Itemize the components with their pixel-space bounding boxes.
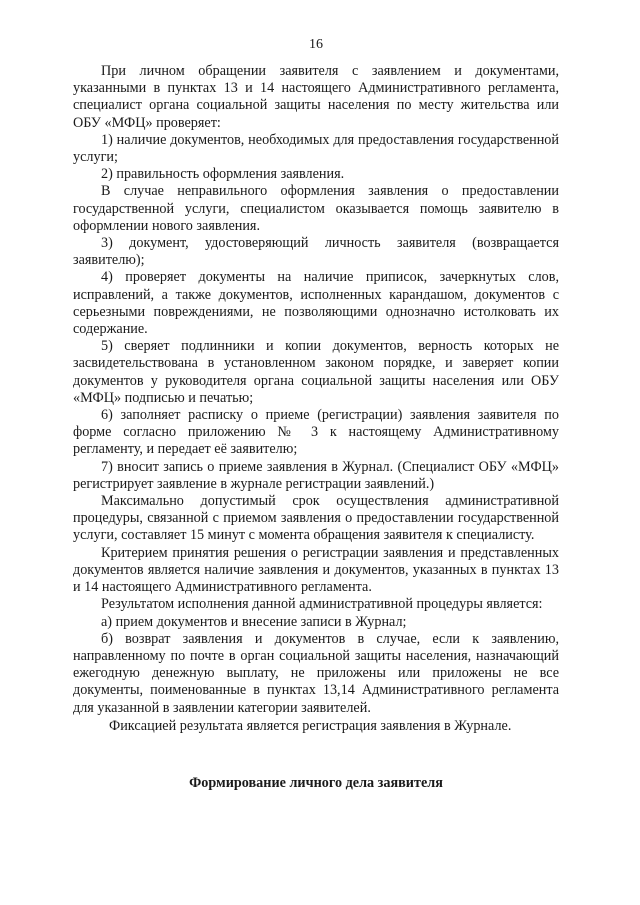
- paragraph-item-4: 4) проверяет документы на наличие приписок, зачеркнутых слов, исправлений, а также документов, исполненных карандашом, документов с серьезными повреждениями, не позволяющими однозначно истолковать их содержание.: [73, 269, 559, 338]
- paragraph-item-5: 5) сверяет подлинники и копии документов, верность которых не засвидетельствована в установленном законом порядке, и заверяет копии документов у руководителя органа социальной защиты населения или ОБУ «МФЦ» подписью и печатью;: [73, 338, 559, 406]
- section-heading: Формирование личного дела заявителя: [189, 774, 443, 791]
- paragraph-max-time: Максимально допустимый срок осуществления административной процедуры, связанной с приемом заявления о предоставлении государственной услуги, составляет 15 минут с момента обращения заявителя к специалисту.: [73, 493, 559, 544]
- paragraph-result-b: б) возврат заявления и документов в случае, если к заявлению, направленному по почте в орган социальной защиты населения, назначающий ежегодную денежную выплату, не приложены или приложены не все документы, поименованные в пунктах 13,14 Административного регламента для указанной в заявлении категории заявителей.: [73, 630, 559, 716]
- page-number: 16: [309, 37, 323, 52]
- paragraph-incorrect-form: В случае неправильного оформления заявления о предоставлении государственной услуги, специалистом оказывается помощь заявителю в оформлении нового заявления.: [73, 183, 559, 234]
- paragraph-criterion: Критерием принятия решения о регистрации заявления и представленных документов является наличие заявления и документов, указанных в пунктах 13 и 14 настоящего Административного регламента.: [73, 544, 559, 596]
- paragraph-item-7: 7) вносит запись о приеме заявления в Журнал. (Специалист ОБУ «МФЦ» регистрирует заявление в журнале регистрации заявлений.): [73, 458, 559, 492]
- paragraph-result-a: а) прием документов и внесение записи в Журнал;: [101, 613, 407, 630]
- paragraph-fixation: Фиксацией результата является регистрация заявления в Журнале.: [109, 717, 512, 734]
- paragraph-item-6: 6) заполняет расписку о приеме (регистрации) заявления заявителя по форме согласно приложению № 3 к настоящему Административному регламенту, и передает её заявителю;: [73, 407, 559, 458]
- paragraph-item-2: 2) правильность оформления заявления.: [101, 166, 345, 183]
- paragraph-item-3: 3) документ, удостоверяющий личность заявителя (возвращается заявителю);: [73, 235, 559, 269]
- paragraph-item-1: 1) наличие документов, необходимых для предоставления государственной услуги;: [73, 131, 559, 166]
- paragraph-result: Результатом исполнения данной административной процедуры является:: [101, 596, 543, 613]
- document-page: [73, 36, 559, 792]
- paragraph-intro: При личном обращении заявителя с заявлением и документами, указанными в пунктах 13 и 14 настоящего Административного регламента, специалист органа социальной защиты населения по месту жительства или ОБУ «МФЦ» проверяет:: [73, 63, 559, 131]
